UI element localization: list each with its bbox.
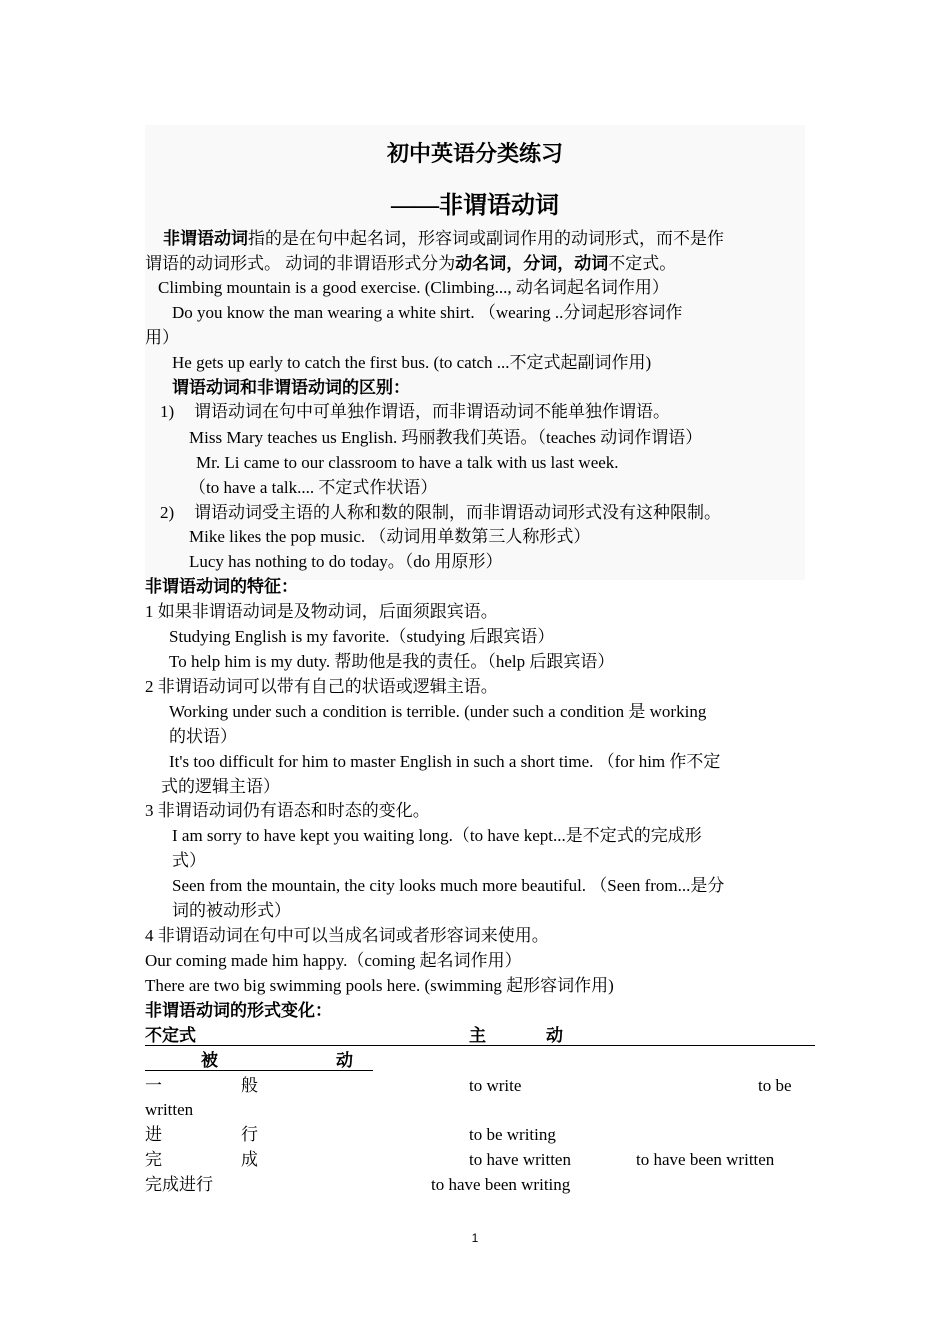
feature-4-example-2: There are two big swimming pools here. (swimming 起形容词作用) <box>145 976 614 995</box>
intro-example-3: He gets up early to catch the first bus. (to catch ...不定式起副词作用) <box>172 353 652 372</box>
intro-term: 非谓语动词 <box>163 229 248 248</box>
feature-4: 4 非谓语动词在句中可以当成名词或者形容词来使用。 <box>145 926 549 945</box>
diff-point-1-num: 1) <box>160 402 175 421</box>
row-simple-active: to write <box>469 1076 522 1095</box>
table-header-passive-2: 动 <box>336 1051 353 1070</box>
row-simple-passive-cont: written <box>145 1100 194 1119</box>
row-simple-label-2: 般 <box>241 1076 258 1095</box>
row-perfect-label-2: 成 <box>241 1150 258 1169</box>
row-progressive-label-2: 行 <box>241 1125 258 1144</box>
intro-example-2: Do you know the man wearing a white shirt. （wearing ..分词起形容词作 <box>172 303 683 322</box>
features-heading: 非谓语动词的特征： <box>145 577 298 596</box>
table-header-active-1: 主 <box>469 1026 486 1045</box>
feature-4-example-1: Our coming made him happy.（coming 起名词作用） <box>145 951 522 970</box>
diff-point-1-example-2: Mr. Li came to our classroom to have a talk with us last week. <box>196 453 619 472</box>
row-perfect-active: to have written <box>469 1150 571 1169</box>
diff-point-2: 谓语动词受主语的人称和数的限制，而非谓语动词形式没有这种限制。 <box>194 503 721 522</box>
page-title: 初中英语分类练习 <box>386 141 563 166</box>
feature-1-example-2: To help him is my duty. 帮助他是我的责任。（help 后跟宾语） <box>169 652 615 671</box>
diff-point-2-example-2: Lucy has nothing to do today。（do 用原形） <box>189 552 503 571</box>
row-simple-passive: to be <box>758 1076 792 1095</box>
feature-3: 3 非谓语动词仍有语态和时态的变化。 <box>145 801 430 820</box>
feature-2-example-1: Working under such a condition is terrible. (under such a condition 是 working <box>169 702 707 721</box>
table-header-active-2: 动 <box>546 1026 563 1045</box>
intro-line-1: 非谓语动词指的是在句中起名词，形容词或副词作用的动词形式，而不是作 <box>163 229 724 248</box>
feature-3-example-2: Seen from the mountain, the city looks much more beautiful. （Seen from...是分 <box>172 876 725 895</box>
table-header-infinitive: 不定式 <box>145 1026 196 1045</box>
feature-1: 1 如果非谓语动词是及物动词，后面须跟宾语。 <box>145 602 498 621</box>
page-subtitle: ——非谓语动词 <box>391 193 559 219</box>
diff-point-2-num: 2) <box>160 503 175 522</box>
intro-example-2-cont: 用） <box>145 328 179 347</box>
intro-example-1: Climbing mountain is a good exercise. (Climbing..., 动名词起名词作用） <box>158 278 669 297</box>
feature-2-example-1-cont: 的状语） <box>169 727 237 746</box>
page-number: 1 <box>471 1231 479 1245</box>
feature-2: 2 非谓语动词可以带有自己的状语或逻辑主语。 <box>145 677 498 696</box>
feature-3-example-1-cont: 式） <box>172 851 206 870</box>
row-simple-label-1: 一 <box>145 1076 162 1095</box>
table-subheader-rule <box>145 1070 373 1071</box>
feature-2-example-2-cont: 式的逻辑主语） <box>161 777 280 796</box>
feature-2-example-2: It's too difficult for him to master English in such a short time. （for him 作不定 <box>169 752 721 771</box>
diff-point-1-example-1: Miss Mary teaches us English. 玛丽教我们英语。（teaches 动词作谓语） <box>189 428 703 447</box>
diff-point-1-example-2-cont: （to have a talk.... 不定式作状语） <box>189 478 438 497</box>
diff-point-2-example-1: Mike likes the pop music. （动词用单数第三人称形式） <box>189 527 591 546</box>
row-perfect-label-1: 完 <box>145 1150 162 1169</box>
forms-heading: 非谓语动词的形式变化： <box>145 1001 332 1020</box>
row-perfect-progressive-label: 完成进行 <box>145 1175 213 1194</box>
row-progressive-active: to be writing <box>469 1125 556 1144</box>
table-header-passive-1: 被 <box>201 1051 218 1070</box>
feature-3-example-2-cont: 词的被动形式） <box>172 901 291 920</box>
diff-point-1: 谓语动词在句中可单独作谓语，而非谓语动词不能单独作谓语。 <box>194 402 670 421</box>
row-perfect-progressive-active: to have been writing <box>431 1175 571 1194</box>
feature-1-example-1: Studying English is my favorite.（studying 后跟宾语） <box>169 627 555 646</box>
feature-3-example-1: I am sorry to have kept you waiting long.（to have kept...是不定式的完成形 <box>172 826 702 845</box>
diff-heading: 谓语动词和非谓语动词的区别： <box>172 378 410 397</box>
intro-line-2: 谓语的动词形式。 动词的非谓语形式分为动名词，分词，动词不定式。 <box>145 254 677 273</box>
row-progressive-label-1: 进 <box>145 1125 162 1144</box>
row-perfect-passive: to have been written <box>636 1150 775 1169</box>
table-header-rule <box>145 1045 815 1046</box>
